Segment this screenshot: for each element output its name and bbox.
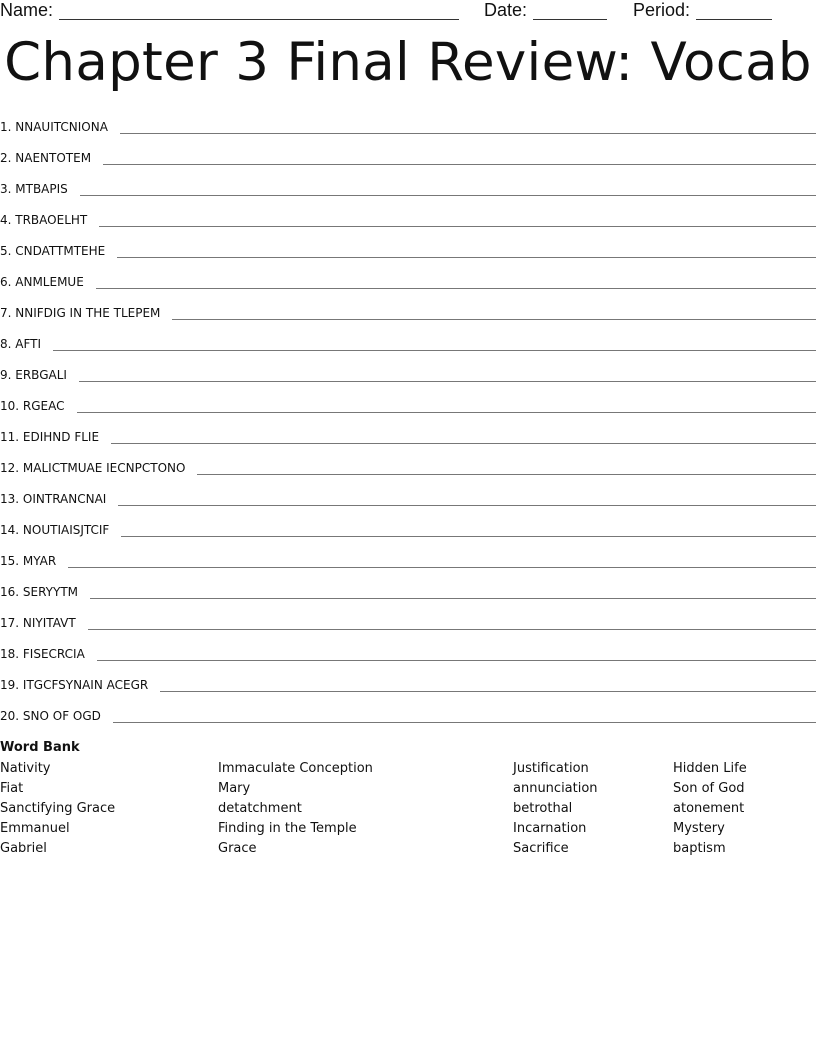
scrambled-word: OINTRANCNAI — [22, 491, 107, 506]
header — [0, 0, 816, 22]
answer-line[interactable] — [197, 467, 816, 475]
word-bank-column — [673, 759, 747, 859]
question-row — [0, 390, 816, 421]
question-row — [0, 328, 816, 359]
word-bank-item: Sanctifying Grace — [0, 801, 116, 816]
word-bank-item: Son of God — [673, 781, 745, 796]
question-row — [0, 297, 816, 328]
word-bank-column — [218, 759, 373, 859]
date-blank[interactable] — [533, 4, 607, 20]
question-row — [0, 700, 816, 731]
question-number: 16. — [0, 584, 23, 599]
answer-line[interactable] — [99, 219, 816, 227]
scrambled-word: NNIFDIG IN THE TLEPEM — [15, 305, 161, 320]
answer-line[interactable] — [118, 498, 816, 506]
scrambled-word: SERYYTM — [22, 584, 79, 599]
period-blank[interactable] — [696, 4, 772, 20]
question-row — [0, 576, 816, 607]
question-number: 2. — [0, 150, 16, 165]
question-number: 4. — [0, 212, 16, 227]
question-list — [0, 111, 816, 731]
scrambled-word: MALICTMUAE IECNPCTONO — [22, 460, 186, 475]
answer-line[interactable] — [88, 622, 816, 630]
question-number: 20. — [0, 708, 23, 723]
word-bank-item: annunciation — [513, 781, 598, 796]
question-number: 1. — [0, 119, 16, 134]
scrambled-word: NOUTIAISJTCIF — [22, 522, 110, 537]
word-bank-column — [513, 759, 598, 859]
answer-line[interactable] — [111, 436, 816, 444]
question-number: 6. — [0, 274, 16, 289]
scrambled-word: TRBAOELHT — [15, 212, 88, 227]
word-bank-title: Word Bank — [0, 740, 80, 755]
scrambled-word: EDIHND FLIE — [22, 429, 100, 444]
answer-line[interactable] — [121, 529, 816, 537]
name-field — [0, 0, 459, 20]
question-row — [0, 111, 816, 142]
question-row — [0, 638, 816, 669]
question-number: 13. — [0, 491, 23, 506]
question-number: 18. — [0, 646, 23, 661]
word-bank-item: betrothal — [513, 801, 573, 816]
question-row — [0, 669, 816, 700]
word-bank-item: Mystery — [673, 821, 725, 836]
word-bank-item: Nativity — [0, 761, 51, 776]
scrambled-word: CNDATTMTEHE — [15, 243, 106, 258]
scrambled-word: NAENTOTEM — [15, 150, 92, 165]
date-field — [484, 0, 607, 20]
word-bank-item: Incarnation — [513, 821, 587, 836]
question-row — [0, 483, 816, 514]
scrambled-word: NNAUITCNIONA — [15, 119, 108, 134]
question-number: 11. — [0, 429, 23, 444]
question-number: 9. — [0, 367, 16, 382]
word-bank-item: Fiat — [0, 781, 24, 796]
question-number: 12. — [0, 460, 23, 475]
question-number: 17. — [0, 615, 23, 630]
answer-line[interactable] — [80, 188, 816, 196]
question-number: 10. — [0, 398, 23, 413]
scrambled-word: MYAR — [22, 553, 57, 568]
word-bank-grid — [0, 759, 816, 859]
answer-line[interactable] — [96, 281, 816, 289]
scrambled-word: RGEAC — [22, 398, 65, 413]
question-row — [0, 204, 816, 235]
question-row — [0, 142, 816, 173]
answer-line[interactable] — [117, 250, 816, 258]
answer-line[interactable] — [53, 343, 816, 351]
answer-line[interactable] — [97, 653, 816, 661]
answer-line[interactable] — [90, 591, 816, 599]
answer-line[interactable] — [77, 405, 816, 413]
question-row — [0, 421, 816, 452]
scrambled-word: FISECRCIA — [22, 646, 85, 661]
scrambled-word: SNO OF OGD — [22, 708, 101, 723]
scrambled-word: ERBGALI — [15, 367, 67, 382]
scrambled-word: ANMLEMUE — [15, 274, 84, 289]
word-bank-item: baptism — [673, 841, 726, 856]
period-label: Period: — [633, 0, 691, 20]
answer-line[interactable] — [113, 715, 816, 723]
scrambled-word: ITGCFSYNAIN ACEGR — [22, 677, 149, 692]
page-title: Chapter 3 Final Review: Vocab — [4, 32, 812, 93]
word-bank-item: Hidden Life — [673, 761, 747, 776]
word-bank-item: Immaculate Conception — [218, 761, 373, 776]
scrambled-word: MTBAPIS — [15, 181, 68, 196]
answer-line[interactable] — [160, 684, 816, 692]
period-field — [633, 0, 772, 20]
answer-line[interactable] — [79, 374, 816, 382]
question-number: 8. — [0, 336, 16, 351]
name-label: Name: — [0, 0, 54, 20]
word-bank-column — [0, 759, 115, 859]
word-bank — [0, 739, 816, 859]
question-number: 5. — [0, 243, 16, 258]
word-bank-item: Emmanuel — [0, 821, 70, 836]
date-label: Date: — [484, 0, 528, 20]
question-row — [0, 235, 816, 266]
word-bank-item: Justification — [513, 761, 589, 776]
word-bank-item: atonement — [673, 801, 745, 816]
question-row — [0, 607, 816, 638]
question-row — [0, 514, 816, 545]
question-row — [0, 359, 816, 390]
word-bank-item: Gabriel — [0, 841, 47, 856]
word-bank-item: Grace — [218, 841, 257, 856]
question-row — [0, 173, 816, 204]
scrambled-word: NIYITAVT — [22, 615, 76, 630]
question-row — [0, 452, 816, 483]
question-row — [0, 545, 816, 576]
scrambled-word: AFTI — [15, 336, 42, 351]
question-number: 7. — [0, 305, 16, 320]
word-bank-item: Sacrifice — [513, 841, 569, 856]
word-bank-item: Finding in the Temple — [218, 821, 357, 836]
name-blank[interactable] — [59, 4, 459, 20]
question-row — [0, 266, 816, 297]
answer-line[interactable] — [172, 312, 816, 320]
word-bank-item: detatchment — [218, 801, 302, 816]
question-number: 14. — [0, 522, 23, 537]
answer-line[interactable] — [120, 126, 816, 134]
question-number: 3. — [0, 181, 16, 196]
answer-line[interactable] — [103, 157, 816, 165]
question-number: 15. — [0, 553, 23, 568]
answer-line[interactable] — [68, 560, 816, 568]
word-bank-item: Mary — [218, 781, 251, 796]
question-number: 19. — [0, 677, 23, 692]
